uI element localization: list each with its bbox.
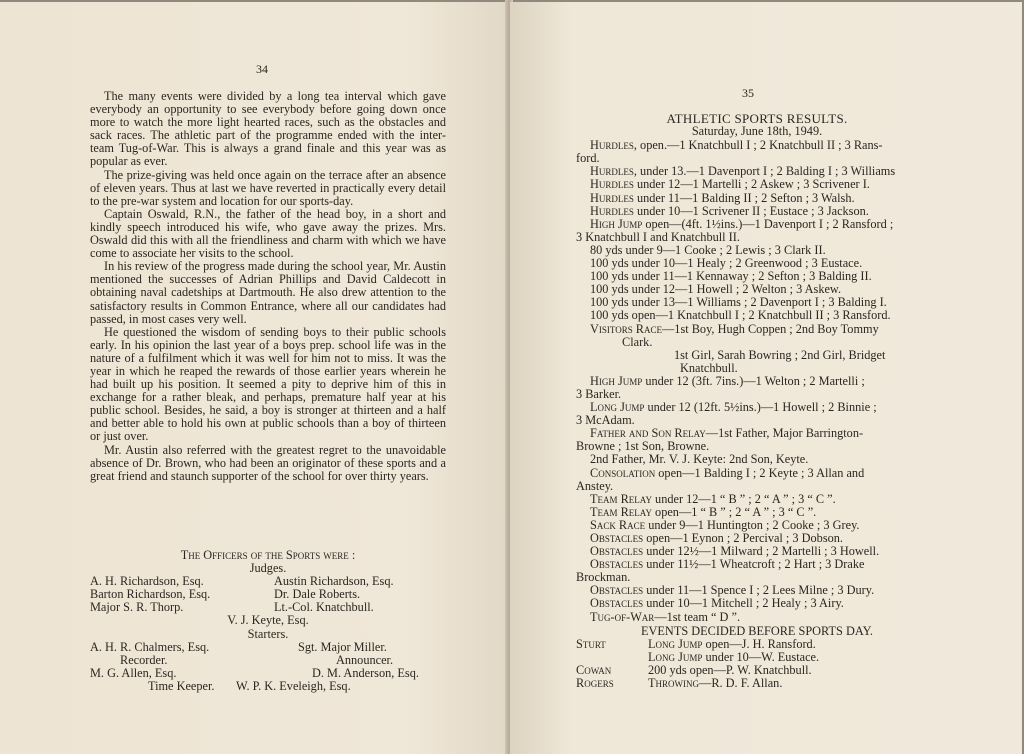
official-name: M. G. Allen, Esq. (90, 665, 177, 680)
result-text: open—J. H. Ransford. (702, 636, 816, 651)
event-name: Hurdles (590, 177, 634, 192)
event-name: Sack Race (590, 517, 646, 532)
left-page (0, 2, 508, 754)
decided-row (576, 677, 938, 690)
result-text: 100 yds open—1 Knatchbull I ; 2 Knatchbull II ; 3 Ransford. (590, 308, 891, 323)
judges-heading: Judges. (249, 561, 287, 576)
result-text: 100 yds under 11—1 Kennaway ; 2 Sefton ; 3 Balding II. (590, 269, 872, 284)
event-name: Hurdles (590, 138, 634, 153)
result-text: under 10—1 Mitchell ; 2 Healy ; 3 Airy. (643, 596, 844, 611)
official-name: D. M. Anderson, Esq. (312, 665, 419, 680)
results-section (576, 112, 938, 690)
result-text: under 12 (3ft. 7ins.)—1 Welton ; 2 Martelli ; (642, 373, 865, 388)
timekeeper-row (90, 680, 446, 693)
result-entry (576, 611, 938, 624)
event-name: High Jump (590, 216, 643, 231)
event-name: Tug-of-War (590, 609, 655, 624)
result-text: , open.—1 Knatchbull I ; 2 Knatchbull II ; 3 Rans- (633, 138, 883, 153)
result-continuation: ford. (576, 151, 600, 166)
page-number: 34 (256, 62, 268, 76)
result-entry (576, 139, 938, 152)
result-text: under 12½—1 Milward ; 2 Martelli ; 3 Howell. (643, 544, 880, 559)
result-continuation: Knatchbull. (680, 360, 738, 375)
result-entry (576, 467, 938, 480)
paragraph: He questioned the wisdom of sending boys to their public schools early. In his opinion the last year of a boys prep. school life was in the nature of a fulfilment which it was well for him not to miss. It was the year in which he reaped the rewards of those earlier years wherein he had built up his position. It seemed a pity to deprive him of this in exchange for a rather bleak, and perhaps, premature half year at his public school. Besides, he said, a boy is stronger at thirteen and a half and better able to hold his own at public schools than a boy of thirteen or just over. (90, 324, 446, 444)
event-name: Father and Son Relay (590, 426, 706, 441)
event-name: Hurdles (590, 164, 634, 179)
role-label: Time Keeper. (148, 678, 215, 693)
officials-row (90, 667, 446, 680)
result-text: open—(4ft. 1½ins.)—1 Davenport I ; 2 Ransford ; (642, 216, 894, 231)
result-text: under 10—W. Eustace. (702, 649, 820, 664)
starter-name: Sgt. Major Miller. (298, 639, 387, 654)
result-continuation: Clark. (622, 334, 653, 349)
result-text: open—1 Balding I ; 2 Keyte ; 3 Allan and (655, 465, 865, 480)
team-name: Sturt (576, 636, 606, 651)
result-entry (576, 558, 938, 571)
paragraph: The prize-giving was held once again on the terrace after an absence of eleven years. Thus at last we have reverted in practically every detail to the pre-war system and location for our sports-day. (90, 167, 446, 208)
judge-name: Major S. R. Thorp. (90, 600, 184, 615)
paragraph: The many events were divided by a long tea interval which gave everybody an opportunity to see everybody before going down once more to watch the more light hearted races, such as the obstacles and sack races. The athletic part of the programme ended with the inter-team Tug-of-War. This is always a grand finale and this year was as popular as ever. (90, 89, 446, 169)
official-name: W. P. K. Eveleigh, Esq. (236, 678, 351, 693)
result-text: 2nd Father, Mr. V. J. Keyte: 2nd Son, Keyte. (590, 452, 809, 467)
result-text: —1st Father, Major Barrington- (705, 426, 864, 441)
team-name: Rogers (576, 676, 614, 691)
judge-name: V. J. Keyte, Esq. (227, 613, 309, 628)
event-name: Obstacles (590, 557, 644, 572)
result-text: 80 yds under 9—1 Cooke ; 2 Lewis ; 3 Clark II. (590, 242, 826, 257)
event-name: Long Jump (648, 649, 703, 664)
result-continuation: Anstey. (576, 478, 614, 493)
judges-row (90, 601, 446, 614)
result-text: 100 yds under 13—1 Williams ; 2 Davenport I ; 3 Balding I. (590, 295, 887, 310)
result-text: —1st team “ D ”. (654, 609, 741, 624)
event-name: Consolation (590, 465, 656, 480)
result-text: 100 yds under 10—1 Healy ; 2 Greenwood ; 3 Eustace. (590, 256, 863, 271)
starters-heading: Starters. (247, 626, 289, 641)
result-text: under 11—1 Balding II ; 2 Sefton ; 3 Walsh. (633, 190, 855, 205)
result-text: under 12—1 “ B ” ; 2 “ A ” ; 3 “ C ”. (651, 491, 836, 506)
event-name: Team Relay (590, 504, 652, 519)
results-list (576, 139, 938, 322)
result-text: under 12 (12ft. 5½ins.)—1 Howell ; 2 Binnie ; (644, 400, 877, 415)
page-number: 35 (742, 86, 754, 100)
role-label: Announcer. (336, 652, 394, 667)
right-page (510, 2, 1022, 754)
result-text: 100 yds under 12—1 Howell ; 2 Welton ; 3 Askew. (590, 282, 842, 297)
judge-name: Lt.-Col. Knatchbull. (274, 600, 374, 615)
results-list (576, 375, 938, 624)
event-name: Hurdles (590, 190, 634, 205)
event-name: Long Jump (590, 400, 645, 415)
paragraph: Captain Oswald, R.N., the father of the head boy, in a short and kindly speech introduced his wife, who gave away the prizes. Mrs. Oswald did this with all the friendliness and charm with which we have come to associate her visits to the school. (90, 206, 446, 261)
result-text: under 10—1 Scrivener II ; Eustace ; 3 Jackson. (633, 203, 869, 218)
team-name: Cowan (576, 662, 612, 677)
result-continuation: 3 McAdam. (576, 413, 635, 428)
result-text: —R. D. F. Allan. (699, 676, 783, 691)
result-continuation: 3 Barker. (576, 386, 622, 401)
starter-name: A. H. R. Chalmers, Esq. (90, 639, 210, 654)
judge-name: Dr. Dale Roberts. (274, 587, 361, 602)
paragraph: In his review of the progress made during the school year, Mr. Austin mentioned the successes of Adrian Phillips and David Caldecott in obtaining naval cadetships at Dartmouth. He also drew attention to the satisfactory results in Common Entrance, where all our candidates had passed, in most cases very well. (90, 259, 446, 326)
result-continuation: 3 Knatchbull I and Knatchbull II. (576, 229, 740, 244)
result-entry: 1st Girl, Sarah Bowring ; 2nd Girl, Bridget (674, 347, 886, 362)
result-text: , under 13.—1 Davenport I ; 2 Balding I ; 3 Williams (633, 164, 896, 179)
decided-heading: EVENTS DECIDED BEFORE SPORTS DAY. (641, 623, 873, 638)
event-name: Throwing (648, 676, 700, 691)
result-text: under 11½—1 Wheatcroft ; 2 Hart ; 3 Drake (643, 557, 865, 572)
event-name: High Jump (590, 373, 643, 388)
event-name: Obstacles (590, 531, 644, 545)
event-name: Hurdles (590, 203, 634, 218)
judge-name: A. H. Richardson, Esq. (90, 574, 204, 589)
event-name: Team Relay (590, 491, 652, 506)
decided-result (648, 677, 782, 690)
event-name: Obstacles (590, 583, 644, 598)
paragraph: Mr. Austin also referred with the greatest regret to the unavoidable absence of Dr. Brown, who had been an originator of these sports and a great friend and staunch supporter of the school for over thirty years. (90, 442, 446, 483)
result-text: under 9—1 Huntington ; 2 Cooke ; 3 Grey. (645, 517, 860, 532)
decided-list (576, 638, 938, 690)
roles-row (90, 654, 446, 667)
result-text: under 11—1 Spence I ; 2 Lees Milne ; 3 Dury. (643, 583, 875, 598)
report-text (90, 90, 446, 483)
starters-row (90, 641, 446, 654)
event-name: Obstacles (590, 596, 644, 611)
results-title: ATHLETIC SPORTS RESULTS. (666, 111, 848, 126)
role-label: Recorder. (120, 652, 168, 667)
result-entry (576, 218, 938, 231)
result-text: open—1 Eynon ; 2 Percival ; 3 Dobson. (643, 531, 843, 545)
judge-name: Barton Richardson, Esq. (90, 587, 211, 602)
result-entry (576, 375, 938, 388)
result-continuation: Brockman. (576, 570, 631, 585)
result-text: under 12—1 Martelli ; 2 Askew ; 3 Scrivener I. (633, 177, 870, 192)
event-name: Obstacles (590, 544, 644, 559)
result-text: 200 yds open—P. W. Knatchbull. (648, 662, 812, 677)
judge-name: Austin Richardson, Esq. (274, 574, 394, 589)
result-continuation: Browne ; 1st Son, Browne. (576, 439, 710, 454)
officers-section (90, 549, 446, 693)
officers-heading: The Officers of the Sports were : (180, 548, 356, 562)
result-text: open—1 “ B ” ; 2 “ A ” ; 3 “ C ”. (651, 504, 817, 519)
event-name: Long Jump (648, 636, 703, 651)
result-entry: Visitors Race—1st Boy, Hugh Coppen ; 2nd Boy Tommy (590, 321, 879, 336)
results-date: Saturday, June 18th, 1949. (691, 124, 823, 139)
